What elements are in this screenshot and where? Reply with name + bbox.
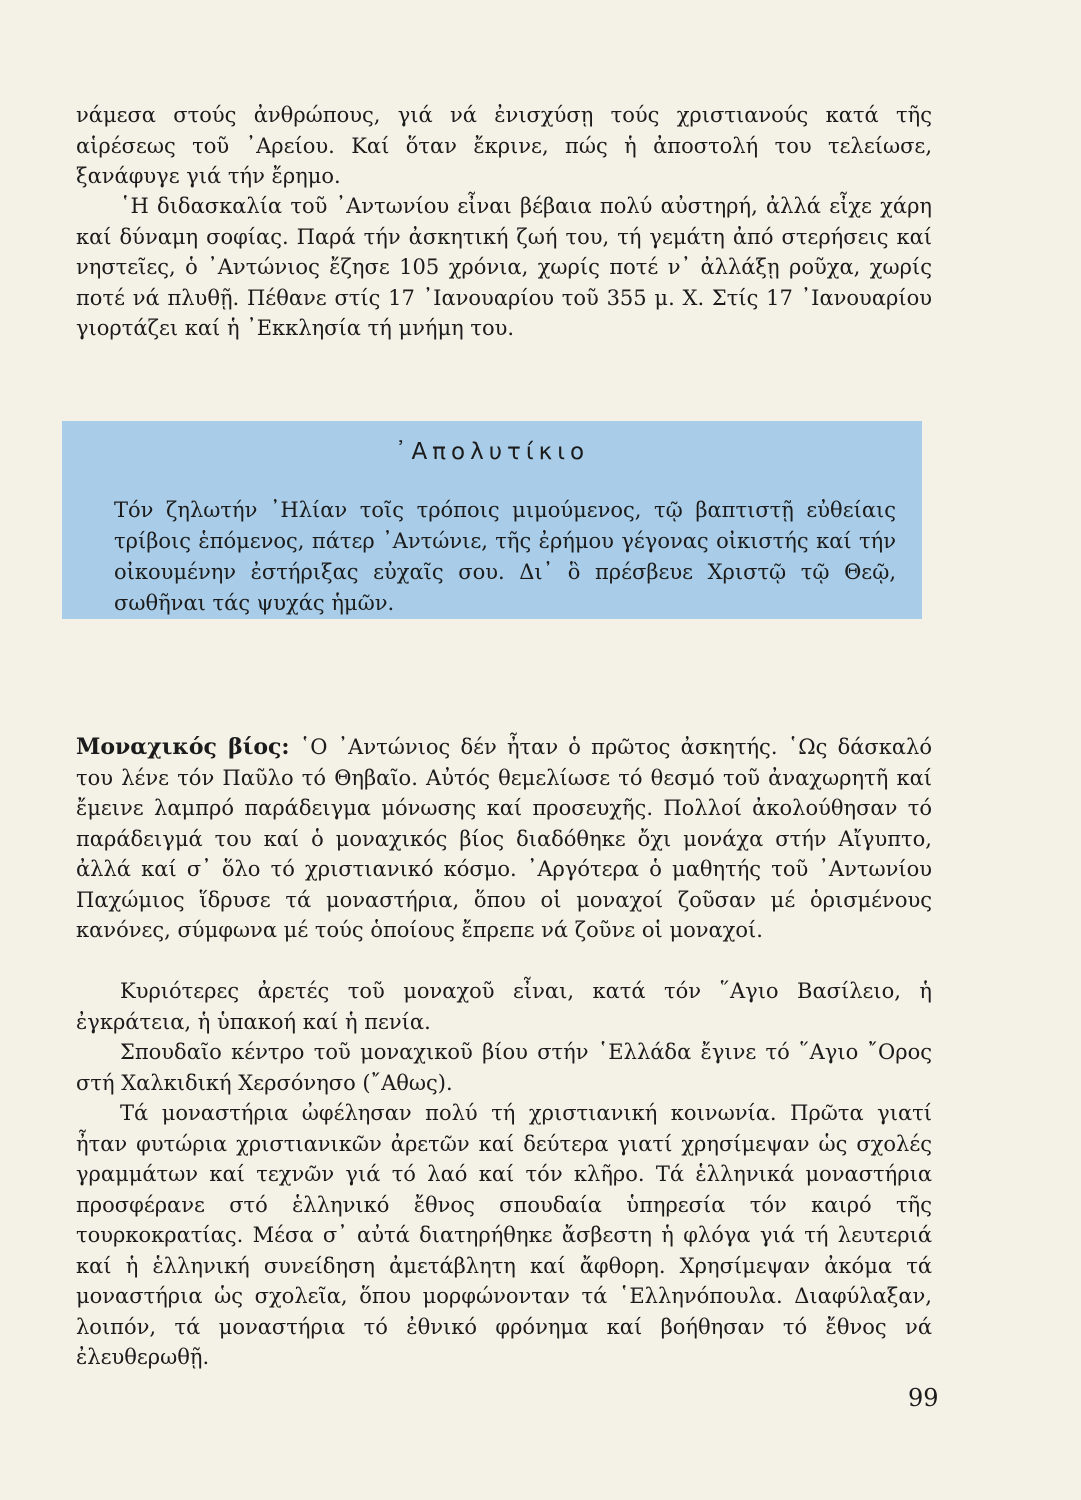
monastic-paragraph-3: Σπουδαῖο κέντρο τοῦ μοναχικοῦ βίου στήν ῾Ελλάδα ἔγινε τό ῞Αγιο ῎Ορος στή Χαλκιδική Χερσόνησο (῎Αθως).: [76, 1040, 932, 1095]
apolytikio-box: [62, 421, 922, 619]
apolytikio-title: ᾿Απολυτίκιο: [394, 439, 590, 465]
page-number: 99: [908, 1384, 939, 1412]
intro-paragraph-1: νάμεσα στούς ἀνθρώπους, γιά νά ἐνισχύσῃ τούς χριστιανούς κατά τῆς αἱρέσεως τοῦ ᾿Αρείου. Καί ὅταν ἔκρινε, πώς ἡ ἀποστολή του τελείωσε, ξανάφυγε γιά τήν ἔρημο.: [76, 103, 932, 188]
monastic-text-1: ῾Ο ᾿Αντώνιος δέν ἦταν ὁ πρῶτος ἀσκητής. ῾Ως δάσκαλό του λένε τόν Παῦλο τό Θηβαῖο. Αὐτός θεμελίωσε τό θεσμό τοῦ ἀναχωρητῆ καί ἔμεινε λαμπρό παράδειγμα μόνωσης καί προσευχῆς. Πολλοί ἀκολούθησαν τό παράδειγμά του καί ὁ μοναχικός βίος διαδόθηκε ὄχι μονάχα στήν Αἴγυπτο, ἀλλά καί σ᾿ ὅλο τό χριστιανικό κόσμο. ᾿Αργότερα ὁ μαθητής τοῦ ᾿Αντωνίου Παχώμιος ἵδρυσε τά μοναστήρια, ὅπου οἱ μοναχοί ζοῦσαν μέ ὁρισμένους κανόνες, σύμφωνα μέ τούς ὁποίους ἔπρεπε νά ζοῦνε οἱ μοναχοί.: [76, 735, 932, 942]
monastic-paragraph-2: Κυριότερες ἀρετές τοῦ μοναχοῦ εἶναι, κατά τόν ῞Αγιο Βασίλειο, ἡ ἐγκράτεια, ἡ ὑπακοή καί ἡ πενία.: [76, 979, 932, 1034]
monastic-paragraph-1: [76, 732, 932, 946]
monastic-heading: Μοναχικός βίος:: [76, 734, 290, 760]
monastic-paragraph-4: Τά μοναστήρια ὠφέλησαν πολύ τή χριστιανική κοινωνία. Πρῶτα γιατί ἦταν φυτώρια χριστιανικῶν ἀρετῶν καί δεύτερα γιατί χρησίμεψαν ὡς σχολές γραμμάτων καί τεχνῶν γιά τό λαό καί τόν κλῆρο. Τά ἑλληνικά μοναστήρια προσφέρανε στό ἑλληνικό ἔθνος σπουδαία ὑπηρεσία τόν καιρό τῆς τουρκοκρατίας. Μέσα σ᾿ αὐτά διατηρήθηκε ἄσβεστη ἡ φλόγα γιά τή λευτεριά καί ἡ ἑλληνική συνείδηση ἀμετάβλητη καί ἄφθορη. Χρησίμεψαν ἀκόμα τά μοναστήρια ὡς σχολεῖα, ὅπου μορφώνονταν τά ῾Ελληνόπουλα. Διαφύλαξαν, λοιπόν, τά μοναστήρια τό ἐθνικό φρόνημα καί βοήθησαν τό ἔθνος νά ἐλευθερωθῇ.: [76, 1101, 932, 1369]
apolytikio-hymn-text: Τόν ζηλωτήν ᾿Ηλίαν τοῖς τρόποις μιμούμενος, τῷ βαπτιστῇ εὐθείαις τρίβοις ἑπόμενος, πάτερ ᾿Αντώνιε, τῆς ἐρήμου γέγονας οἰκιστής καί τήν οἰκουμένην ἐστήριξας εὐχαῖς σου. Δι᾿ ὃ πρέσβευε Χριστῷ τῷ Θεῷ, σωθῆναι τάς ψυχάς ἡμῶν.: [114, 498, 896, 615]
intro-paragraph-2: ῾Η διδασκαλία τοῦ ᾿Αντωνίου εἶναι βέβαια πολύ αὐστηρή, ἀλλά εἶχε χάρη καί δύναμη σοφίας. Παρά τήν ἀσκητική ζωή του, τή γεμάτη ἀπό στερήσεις καί νηστεῖες, ὁ ᾿Αντώνιος ἔζησε 105 χρόνια, χωρίς ποτέ ν᾿ ἀλλάξῃ ροῦχα, χωρίς ποτέ νά πλυθῇ. Πέθανε στίς 17 ᾿Ιανουαρίου τοῦ 355 μ. Χ. Στίς 17 ᾿Ιανουαρίου γιορτάζει καί ἡ ᾿Εκκλησία τή μνήμη του.: [76, 194, 932, 340]
